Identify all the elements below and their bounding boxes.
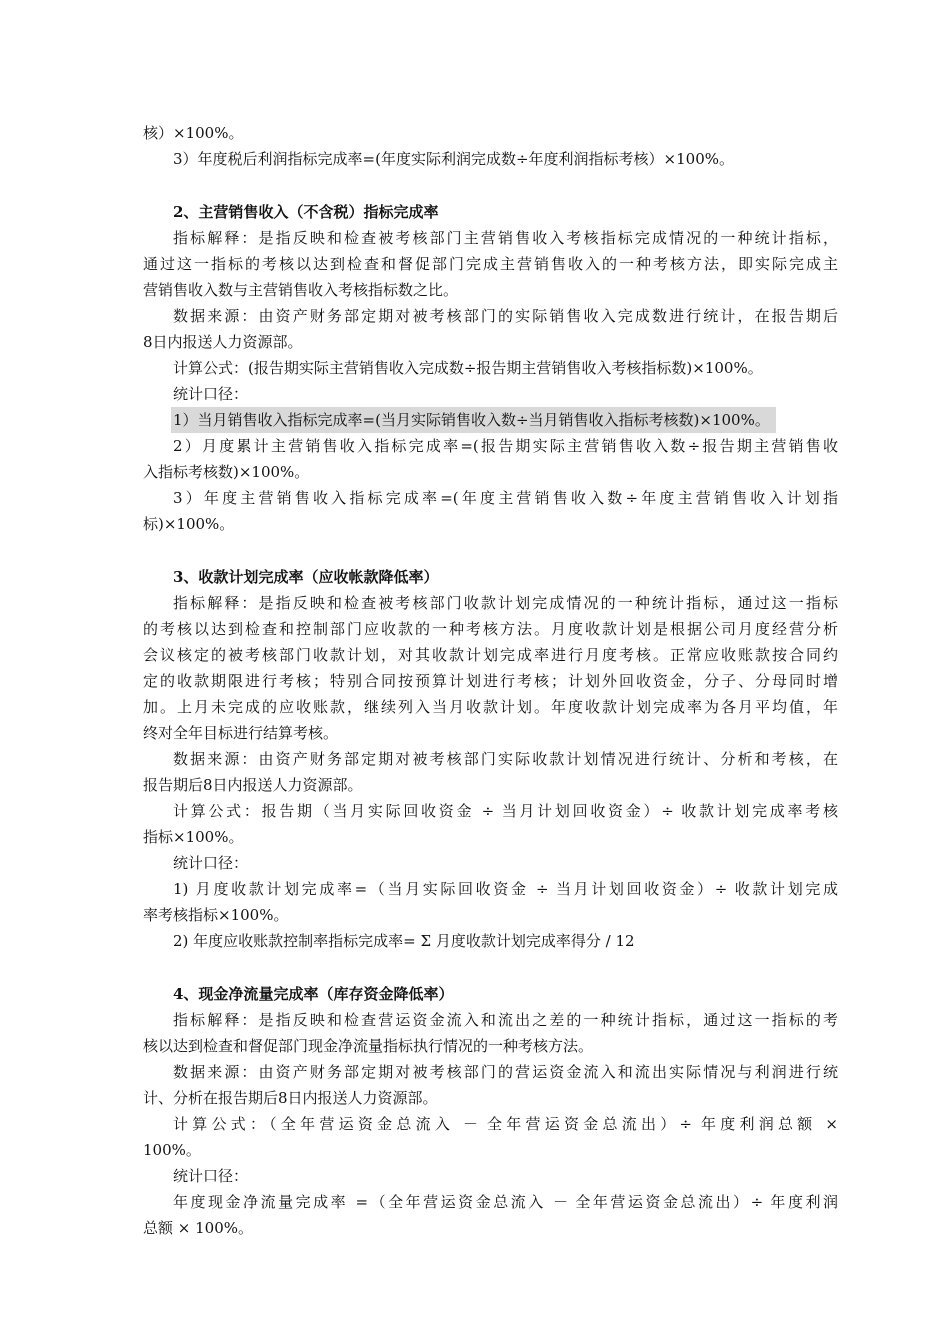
text-line: 数据来源：由资产财务部定期对被考核部门的实际销售收入完成数进行统计，在报告期后 (173, 307, 838, 325)
text-line: 标)×100%。 (143, 515, 235, 533)
text-line: 2) 年度应收账款控制率指标完成率= Σ 月度收款计划完成率得分 / 12 (173, 932, 635, 950)
text-line: 统计口径： (173, 385, 249, 403)
text-line: 8日内报送人力资源部。 (143, 333, 303, 351)
text-line: 3）年度主营销售收入指标完成率=(年度主营销售收入数÷年度主营销售收入计划指 (173, 489, 838, 507)
section-heading: 3、收款计划完成率（应收帐款降低率） (173, 568, 439, 586)
text-line: 指标解释：是指反映和检查被考核部门收款计划完成情况的一种统计指标，通过这一指标 (173, 594, 838, 612)
text-line: 3）年度税后利润指标完成率=(年度实际利润完成数÷年度利润指标考核）×100%。 (173, 150, 734, 168)
section-heading: 4、现金净流量完成率（库存资金降低率） (173, 985, 454, 1003)
text-line: 指标×100%。 (143, 828, 244, 846)
text-line: 年度现金净流量完成率 =（全年营运资金总流入 － 全年营运资金总流出）÷ 年度利润 (173, 1193, 838, 1211)
highlighted-text: 1）当月销售收入指标完成率=(当月实际销售收入数÷当月销售收入指标考核数)×100%。 (171, 407, 776, 433)
document-body (143, 120, 838, 1241)
text-line: 核）×100%。 (143, 124, 244, 142)
text-line: 100%。 (143, 1141, 201, 1159)
section-heading: 2、主营销售收入（不含税）指标完成率 (173, 203, 439, 221)
text-line: 报告期后8日内报送人力资源部。 (143, 776, 363, 794)
text-line: 的考核以达到检查和控制部门应收款的一种考核方法。月度收款计划是根据公司月度经营分析 (143, 620, 838, 638)
text-line: 计算公式：报告期（当月实际回收资金 ÷ 当月计划回收资金）÷ 收款计划完成率考核 (173, 802, 838, 820)
text-line: 1) 月度收款计划完成率=（当月实际回收资金 ÷ 当月计划回收资金）÷ 收款计划完成 (173, 880, 838, 898)
text-line: 指标解释：是指反映和检查营运资金流入和流出之差的一种统计指标，通过这一指标的考 (173, 1011, 838, 1029)
text-line: 数据来源：由资产财务部定期对被考核部门实际收款计划情况进行统计、分析和考核，在 (173, 750, 838, 768)
text-line: 会议核定的被考核部门收款计划，对其收款计划完成率进行月度考核。正常应收账款按合同约 (143, 646, 838, 664)
text-line: 加。上月未完成的应收账款，继续列入当月收款计划。年度收款计划完成率为各月平均值，年 (143, 698, 838, 716)
text-line: 指标解释：是指反映和检查被考核部门主营销售收入考核指标完成情况的一种统计指标， (173, 229, 838, 247)
text-line: 统计口径： (173, 854, 249, 872)
text-line: 数据来源：由资产财务部定期对被考核部门的营运资金流入和流出实际情况与利润进行统 (173, 1063, 838, 1081)
text-line: 总额 × 100%。 (143, 1219, 253, 1237)
text-line: 通过这一指标的考核以达到检查和督促部门完成主营销售收入的一种考核方法，即实际完成主 (143, 255, 838, 273)
text-line: 率考核指标×100%。 (143, 906, 289, 924)
text-line: 统计口径： (173, 1167, 249, 1185)
text-line: 定的收款期限进行考核；特别合同按预算计划进行考核；计划外回收资金，分子、分母同时增 (143, 672, 838, 690)
text-line: 计算公式：(报告期实际主营销售收入完成数÷报告期主营销售收入考核指标数)×100%。 (173, 359, 763, 377)
text-line: 入指标考核数)×100%。 (143, 463, 310, 481)
text-line: 终对全年目标进行结算考核。 (143, 724, 339, 742)
text-line: 计算公式：（全年营运资金总流入 － 全年营运资金总流出）÷ 年度利润总额 × (173, 1115, 838, 1133)
text-line: 核以达到检查和督促部门现金净流量指标执行情况的一种考核方法。 (143, 1037, 594, 1055)
text-line: 2）月度累计主营销售收入指标完成率=(报告期实际主营销售收入数÷报告期主营销售收 (173, 437, 838, 455)
paragraph-gap (143, 954, 838, 981)
text-line: 营销售收入数与主营销售收入考核指标数之比。 (143, 281, 459, 299)
text-line: 计、分析在报告期后8日内报送人力资源部。 (143, 1089, 438, 1107)
paragraph-gap (143, 537, 838, 564)
paragraph-gap (143, 172, 838, 199)
text-line-highlighted (143, 407, 838, 433)
